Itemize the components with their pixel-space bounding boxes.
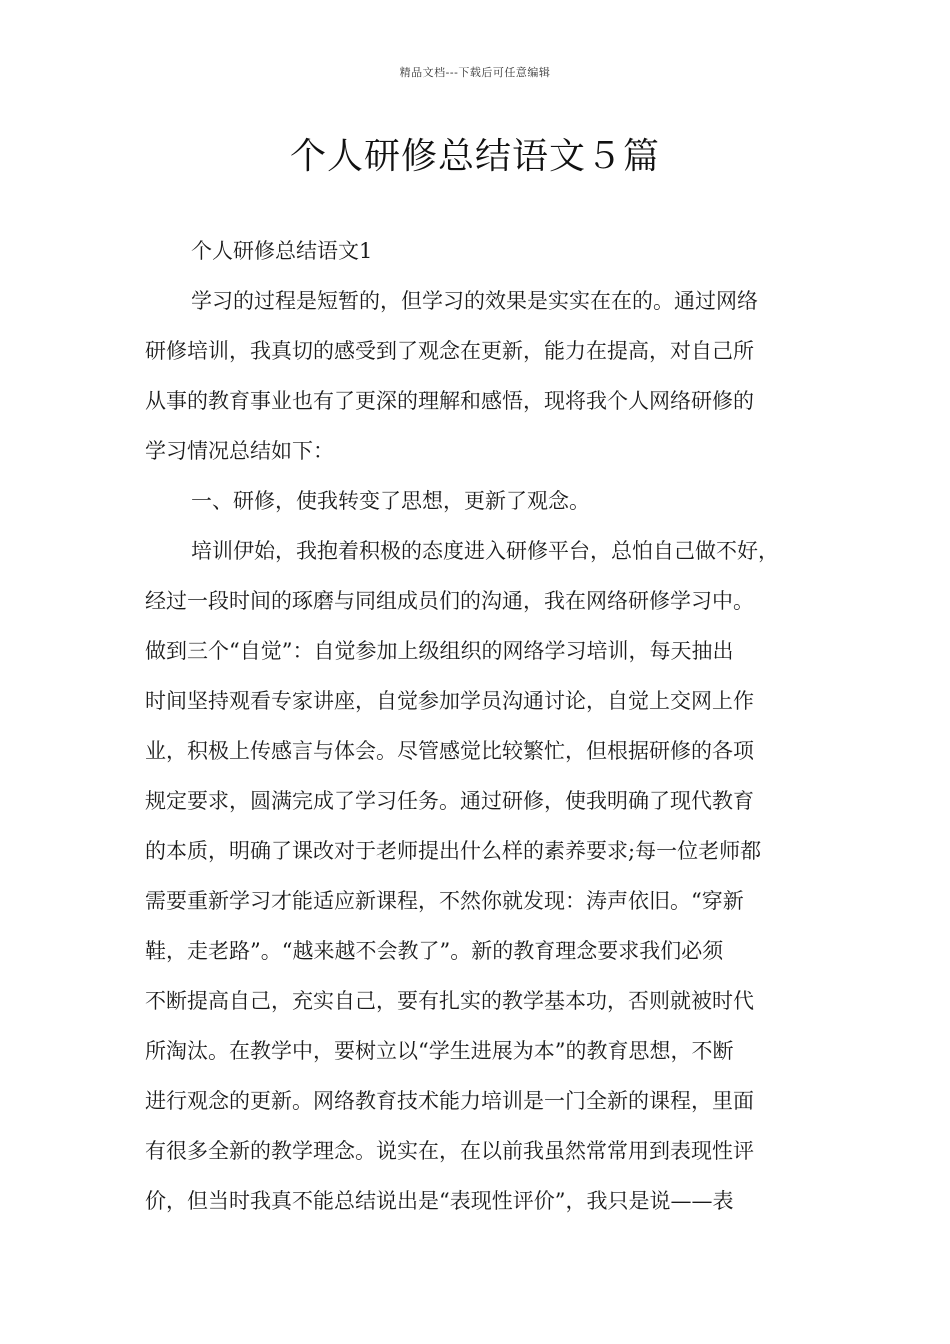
- paragraph-line: 业，积极上传感言与体会。尽管感觉比较繁忙，但根据研修的各项: [145, 739, 754, 763]
- header-note: 精品文档---下载后可任意编辑: [399, 66, 551, 79]
- document-body: [145, 232, 810, 1232]
- document-title: 个人研修总结语文５篇: [289, 136, 660, 177]
- paragraph-line: 价，但当时我真不能总结说出是“表现性评价”，我只是说——表: [145, 1189, 734, 1213]
- paragraph-line: 经过一段时间的琢磨与同组成员们的沟通，我在网络研修学习中。: [145, 589, 754, 613]
- paragraph-line: 不断提高自己，充实自己，要有扎实的教学基本功，否则就被时代: [145, 989, 754, 1013]
- section-heading: 个人研修总结语文1: [191, 239, 373, 263]
- paragraph-line: 规定要求，圆满完成了学习任务。通过研修，使我明确了现代教育: [145, 789, 754, 813]
- paragraph-line: 有很多全新的教学理念。说实在，在以前我虽然常常用到表现性评: [145, 1139, 754, 1163]
- paragraph-line: 时间坚持观看专家讲座，自觉参加学员沟通讨论，自觉上交网上作: [145, 689, 754, 713]
- paragraph-line: 需要重新学习才能适应新课程，不然你就发现：涛声依旧。“穿新: [145, 889, 744, 913]
- subsection-heading: 一、研修，使我转变了思想，更新了观念。: [191, 489, 590, 513]
- paragraph-line: 进行观念的更新。网络教育技术能力培训是一门全新的课程，里面: [145, 1089, 754, 1113]
- paragraph-line: 培训伊始，我抱着积极的态度进入研修平台，总怕自己做不好，: [191, 539, 779, 563]
- paragraph-line: 研修培训，我真切的感受到了观念在更新，能力在提高，对自己所: [145, 339, 754, 363]
- paragraph-line: 所淘汰。在教学中，要树立以“学生进展为本”的教育思想，不断: [145, 1039, 734, 1063]
- paragraph-line: 的本质，明确了课改对于老师提出什么样的素养要求;每一位老师都: [145, 839, 762, 863]
- paragraph-line: 学习的过程是短暂的，但学习的效果是实实在在的。通过网络: [191, 289, 758, 313]
- paragraph-line: 学习情况总结如下：: [145, 439, 334, 463]
- paragraph-line: 做到三个“自觉”：自觉参加上级组织的网络学习培训，每天抽出: [145, 639, 734, 663]
- paragraph-line: 从事的教育事业也有了更深的理解和感悟，现将我个人网络研修的: [145, 389, 754, 413]
- paragraph-line: 鞋，走老路”。“越来越不会教了”。新的教育理念要求我们必须: [145, 939, 724, 963]
